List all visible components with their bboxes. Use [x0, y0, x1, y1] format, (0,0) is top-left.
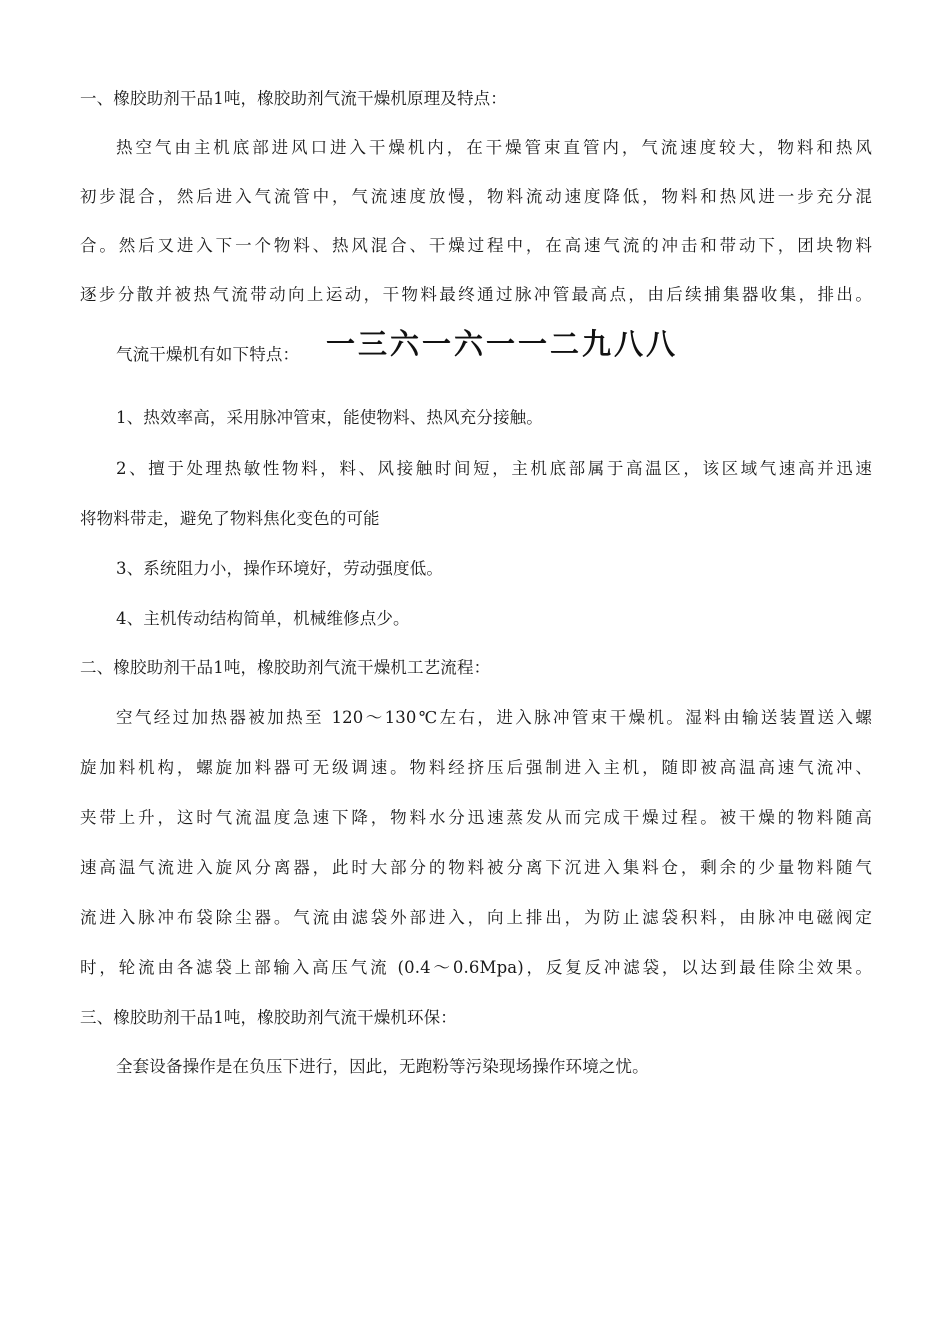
section-2-paragraph-line: 夹带上升，这时气流温度急速下降，物料水分迅速蒸发从而完成干燥过程。被干燥的物料随高 [80, 808, 872, 827]
feature-item: 3、系统阻力小，操作环境好，劳动强度低。 [116, 559, 443, 578]
feature-item: 4、主机传动结构简单，机械维修点少。 [116, 609, 410, 628]
feature-item: 1、热效率高，采用脉冲管束，能使物料、热风充分接触。 [116, 408, 543, 427]
phone-number: 一三六一六一一二九八八 [326, 327, 679, 361]
section-1-paragraph-line: 合。然后又进入下一个物料、热风混合、干燥过程中，在高速气流的冲击和带动下，团块物料 [80, 236, 872, 255]
section-1-paragraph-line: 热空气由主机底部进风口进入干燥机内，在干燥管束直管内，气流速度较大，物料和热风 [116, 138, 872, 157]
section-1-heading: 一、橡胶助剂干品1吨，橡胶助剂气流干燥机原理及特点： [80, 89, 507, 108]
section-2-paragraph-line: 空气经过加热器被加热至 120～130℃左右，进入脉冲管束干燥机。湿料由输送装置送入螺 [116, 708, 872, 727]
section-2-paragraph-line: 旋加料机构，螺旋加料器可无级调速。物料经挤压后强制进入主机，随即被高温高速气流冲、 [80, 758, 872, 777]
feature-item-continuation: 将物料带走，避免了物料焦化变色的可能 [80, 509, 380, 528]
section-3-paragraph-line: 全套设备操作是在负压下进行，因此，无跑粉等污染现场操作环境之忧。 [116, 1057, 649, 1076]
section-2-paragraph-line: 流进入脉冲布袋除尘器。气流由滤袋外部进入，向上排出，为防止滤袋积料，由脉冲电磁阀定 [80, 908, 872, 927]
section-1-paragraph-line: 初步混合，然后进入气流管中，气流速度放慢，物料流动速度降低，物料和热风进一步充分混 [80, 187, 872, 206]
section-3-heading: 三、橡胶助剂干品1吨，橡胶助剂气流干燥机环保： [80, 1008, 457, 1027]
features-intro: 气流干燥机有如下特点： [116, 345, 300, 364]
section-2-paragraph-line: 时，轮流由各滤袋上部输入高压气流 (0.4～0.6Mpa)，反复反冲滤袋，以达到最佳除尘效果。 [80, 958, 872, 977]
section-2-heading: 二、橡胶助剂干品1吨，橡胶助剂气流干燥机工艺流程： [80, 658, 491, 677]
section-1-paragraph-line: 逐步分散并被热气流带动向上运动，干物料最终通过脉冲管最高点，由后续捕集器收集，排出。 [80, 285, 872, 304]
section-2-paragraph-line: 速高温气流进入旋风分离器，此时大部分的物料被分离下沉进入集料仓，剩余的少量物料随气 [80, 858, 872, 877]
feature-item: 2、擅于处理热敏性物料，料、风接触时间短，主机底部属于高温区，该区域气速高并迅速 [116, 459, 872, 478]
